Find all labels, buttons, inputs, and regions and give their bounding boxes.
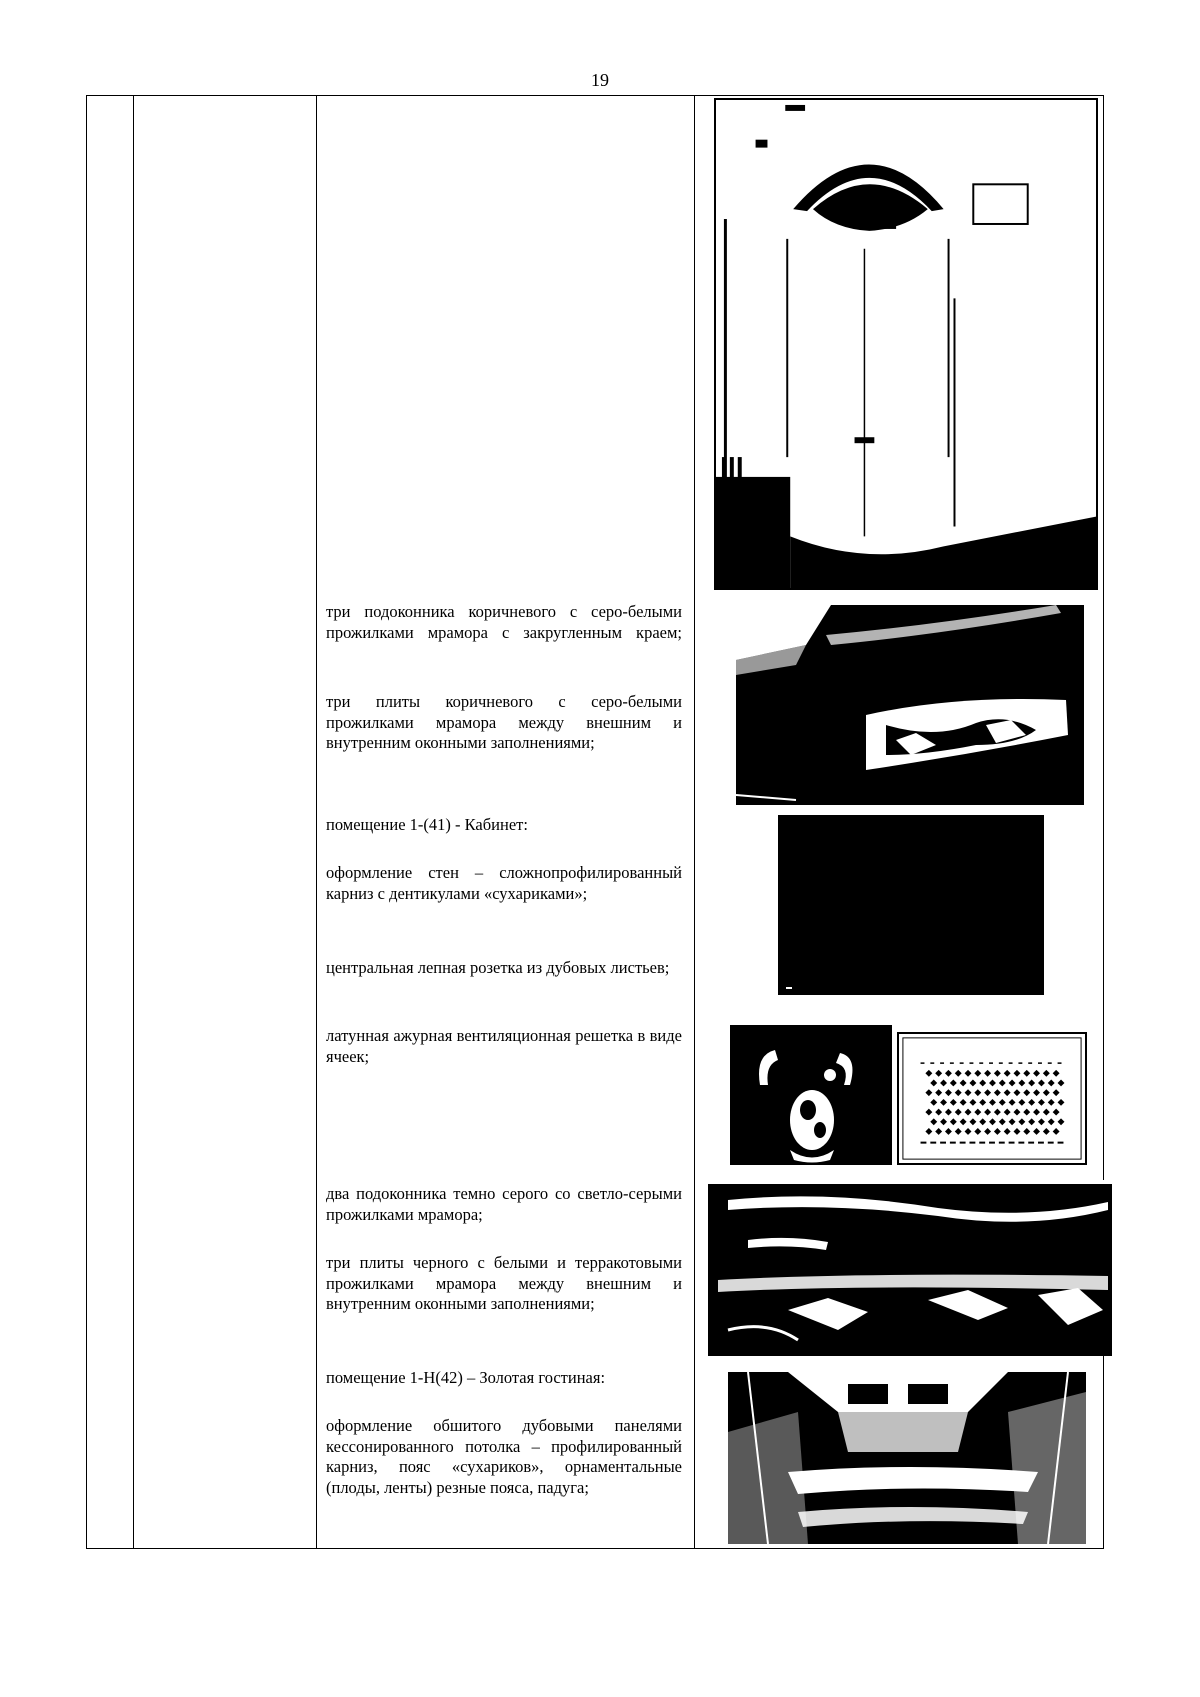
entry-text-9: помещение 1-Н(42) – Золотая гостиная: — [326, 1368, 606, 1387]
photo-ventilation-grille — [897, 1032, 1087, 1165]
entry-text-4: оформление стен – сложнопрофилированный карниз с дентикулами «сухариками»; — [326, 863, 682, 903]
page-number: 19 — [591, 70, 609, 90]
entry-text-5: центральная лепная розетка из дубовых листьев; — [326, 958, 670, 977]
entry-text-6: латунная ажурная вентиляционная решетка в виде ячеек; — [326, 1026, 682, 1066]
entry-text-1: три подоконника коричневого с серо-белыми прожилками мрамора с закругленным краем; — [326, 602, 682, 642]
entry-text-7: два подоконника темно серого со светло-серыми прожилками мрамора; — [326, 1184, 682, 1224]
photo-golden-room-ceiling — [728, 1372, 1086, 1544]
photo-doorway — [714, 98, 1098, 590]
entry-text-3: помещение 1-(41) - Кабинет: — [326, 815, 528, 834]
photo-marble-sill — [708, 1180, 1112, 1356]
entry-text-8: три плиты черного с белыми и терракотовыми прожилками мрамора между внешним и внутренним оконными заполнениями; — [326, 1253, 682, 1313]
entry-text-10: оформление обшитого дубовыми панелями кессонированного потолка – профилированный карниз, пояс «сухариков», орнаментальные (плоды, ленты) резные пояса, падуга; — [326, 1416, 682, 1497]
column-divider-1 — [133, 95, 134, 1549]
entry-text-2: три плиты коричневого с серо-белыми прожилками мрамора между внешним и внутренним оконными заполнениями; — [326, 692, 682, 752]
photo-rosette — [730, 1025, 892, 1165]
photo-cabinet-ceiling — [778, 815, 1044, 995]
column-divider-3 — [694, 95, 695, 1549]
photo-window-sill — [736, 605, 1084, 805]
column-divider-2 — [316, 95, 317, 1549]
